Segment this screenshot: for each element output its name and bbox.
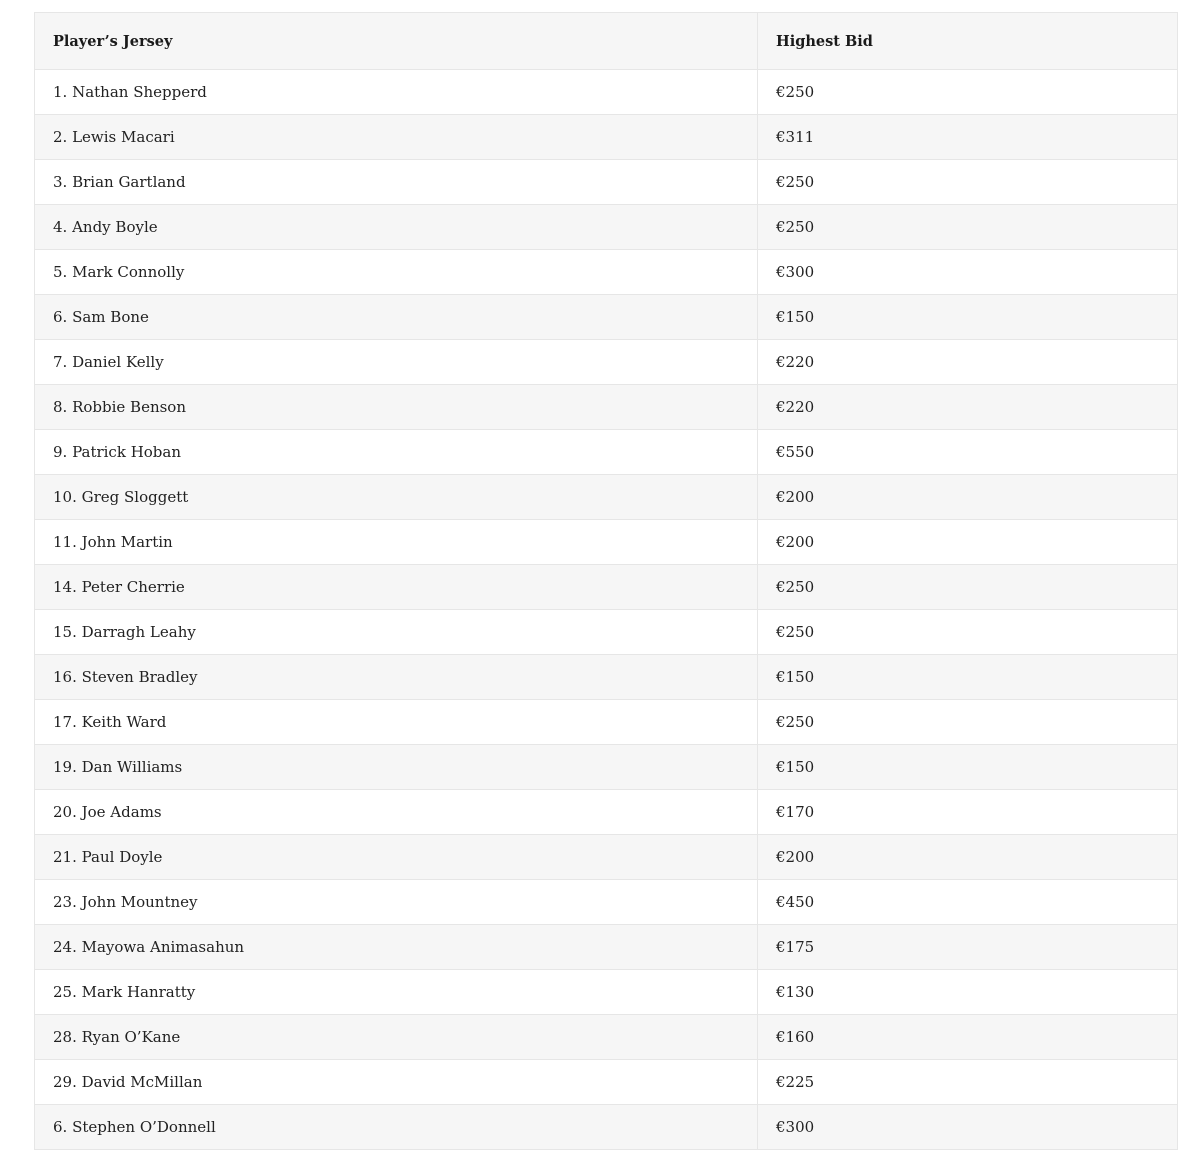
bid-cell: €220	[758, 385, 1178, 430]
table-row	[35, 700, 1178, 745]
bid-cell: €175	[758, 925, 1178, 970]
table-body	[35, 70, 1178, 1150]
table-header	[35, 13, 1178, 70]
table-row	[35, 160, 1178, 205]
bid-cell: €250	[758, 205, 1178, 250]
table-row	[35, 520, 1178, 565]
table-row	[35, 880, 1178, 925]
player-cell: 6. Stephen O’Donnell	[35, 1105, 758, 1150]
bid-cell: €550	[758, 430, 1178, 475]
player-cell: 29. David McMillan	[35, 1060, 758, 1105]
bid-cell: €300	[758, 250, 1178, 295]
bid-cell: €170	[758, 790, 1178, 835]
player-cell: 21. Paul Doyle	[35, 835, 758, 880]
table-row	[35, 295, 1178, 340]
table-row	[35, 1015, 1178, 1060]
table-row	[35, 385, 1178, 430]
player-cell: 23. John Mountney	[35, 880, 758, 925]
player-cell: 15. Darragh Leahy	[35, 610, 758, 655]
player-cell: 17. Keith Ward	[35, 700, 758, 745]
bid-cell: €160	[758, 1015, 1178, 1060]
table-row	[35, 205, 1178, 250]
table-row	[35, 340, 1178, 385]
bid-cell: €225	[758, 1060, 1178, 1105]
player-cell: 19. Dan Williams	[35, 745, 758, 790]
player-cell: 24. Mayowa Animasahun	[35, 925, 758, 970]
table-row	[35, 790, 1178, 835]
table-row	[35, 925, 1178, 970]
table-row	[35, 115, 1178, 160]
bid-cell: €311	[758, 115, 1178, 160]
bid-cell: €150	[758, 745, 1178, 790]
table-row	[35, 1105, 1178, 1150]
player-cell: 3. Brian Gartland	[35, 160, 758, 205]
bid-cell: €200	[758, 835, 1178, 880]
player-cell: 4. Andy Boyle	[35, 205, 758, 250]
player-cell: 7. Daniel Kelly	[35, 340, 758, 385]
table-row	[35, 475, 1178, 520]
bid-cell: €200	[758, 520, 1178, 565]
player-cell: 2. Lewis Macari	[35, 115, 758, 160]
player-cell: 5. Mark Connolly	[35, 250, 758, 295]
player-cell: 11. John Martin	[35, 520, 758, 565]
table-row	[35, 970, 1178, 1015]
bid-cell: €150	[758, 655, 1178, 700]
bid-cell: €200	[758, 475, 1178, 520]
bid-cell: €250	[758, 565, 1178, 610]
bids-table	[34, 12, 1178, 1150]
player-cell: 28. Ryan O’Kane	[35, 1015, 758, 1060]
table-row	[35, 1060, 1178, 1105]
header-highest-bid: Highest Bid	[758, 13, 1178, 70]
table-row	[35, 430, 1178, 475]
player-cell: 6. Sam Bone	[35, 295, 758, 340]
bid-cell: €220	[758, 340, 1178, 385]
player-cell: 9. Patrick Hoban	[35, 430, 758, 475]
bid-cell: €250	[758, 610, 1178, 655]
bid-cell: €450	[758, 880, 1178, 925]
player-cell: 16. Steven Bradley	[35, 655, 758, 700]
table-row	[35, 610, 1178, 655]
bid-cell: €250	[758, 70, 1178, 115]
bid-cell: €130	[758, 970, 1178, 1015]
table-row	[35, 70, 1178, 115]
player-cell: 14. Peter Cherrie	[35, 565, 758, 610]
bid-cell: €250	[758, 700, 1178, 745]
player-cell: 8. Robbie Benson	[35, 385, 758, 430]
table-row	[35, 565, 1178, 610]
header-row	[35, 13, 1178, 70]
bids-table-container	[34, 12, 1177, 1150]
bid-cell: €300	[758, 1105, 1178, 1150]
table-row	[35, 655, 1178, 700]
header-player-jersey: Player’s Jersey	[35, 13, 758, 70]
table-row	[35, 745, 1178, 790]
player-cell: 1. Nathan Shepperd	[35, 70, 758, 115]
bid-cell: €150	[758, 295, 1178, 340]
bid-cell: €250	[758, 160, 1178, 205]
player-cell: 10. Greg Sloggett	[35, 475, 758, 520]
player-cell: 20. Joe Adams	[35, 790, 758, 835]
table-row	[35, 835, 1178, 880]
table-row	[35, 250, 1178, 295]
player-cell: 25. Mark Hanratty	[35, 970, 758, 1015]
